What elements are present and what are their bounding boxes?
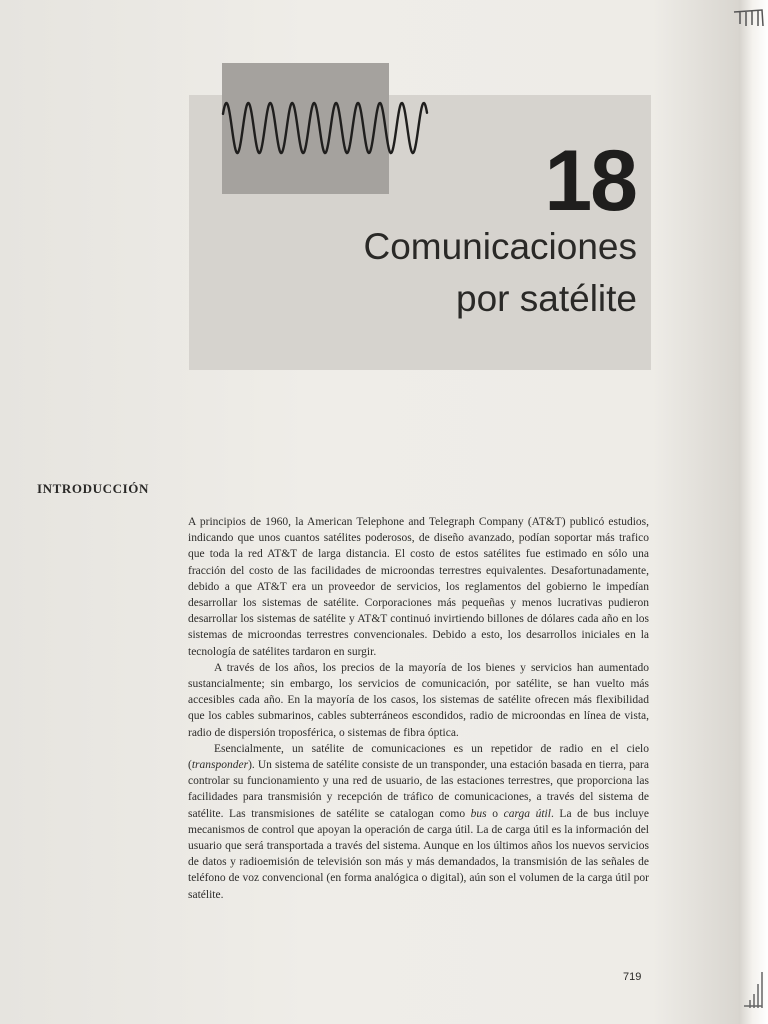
section-heading: INTRODUCCIÓN — [37, 481, 149, 496]
term-bus: bus — [470, 807, 487, 820]
page-number: 719 — [623, 971, 642, 983]
scan-corner-artifact-icon — [732, 6, 766, 28]
paragraph-text: . La de bus incluye mecanismos de control que apoyan la operación de carga útil. La de carga útil es la información del usuario que será transportada a través del sistema. Aunque en los últimos años los nuevos servicios de datos y radioemisión de televisión son más y más demandados, la transmisión de las señales de teléfono de voz convencional (en forma analógica o digital), aún son el volumen de la carga útil por satélite. — [188, 807, 650, 901]
sine-wave-icon — [220, 92, 430, 164]
paragraph-text: Esencialmente, un satélite de comunicaciones es un repetidor de radio en el cielo ( — [188, 742, 649, 772]
term-carga-util: carga útil — [503, 807, 551, 820]
paragraph: A través de los años, los precios de la mayoría de los bienes y servicios han aumentado sustancialmente; sin embargo, los servicios de comunicación, por satélite, se han vuelto más accesibles cada año. En la mayoría de los casos, los sistemas de satélite ofrecen más flexibilidad que los cables submarinos, cables subterráneos escondidos, radio de microondas en línea de vista, radio de dispersión troposférica, o sistemas de fibra óptica. — [188, 661, 649, 739]
paragraph — [188, 741, 649, 903]
paragraph-text: ). Un sistema de satélite consiste de un transponder, una estación basada en tierra, para controlar su funcionamiento y una red de usuario, de las estaciones terrestres, que proporciona las facilidades para transmisión y recepción de tráfico de comunicaciones, a través del sistema de satélite. Las transmisiones de satélite se catalogan como — [188, 759, 649, 820]
scan-corner-artifact-icon — [738, 970, 764, 1010]
page-edge-shadow — [740, 0, 768, 1024]
chapter-number: 18 — [544, 133, 636, 229]
chapter-title-line-2: por satélite — [456, 278, 637, 319]
chapter-title-line-1: Comunicaciones — [363, 226, 637, 267]
paragraph-text: o — [486, 807, 504, 820]
paragraph: A principios de 1960, la American Telephone and Telegraph Company (AT&T) publicó estudios, indicando que unos cuantos satélites poderosos, de diseño avanzado, podían soportar más trafico que toda la red AT&T de larga distancia. El costo de estos satélites fue estimado en sólo una fracción del costo de las facilidades de microondas terrestres equivalentes. Desafortunadamente, debido a que AT&T era un proveedor de servicios, los reglamentos del gobierno le impedían desarrollar los sistemas de satélite. Corporaciones más pequeñas y menos lucrativas pudieron desarrollar los sistemas de satélite y AT&T continuó invirtiendo billones de dólares cada año en los sistemas de microondas terrestres convencionales. Debido a esto, los desarrollos iniciales en la tecnología de satélites tardaron en surgir. — [188, 516, 649, 658]
body-text — [188, 514, 649, 903]
term-transponder: transponder — [191, 759, 249, 772]
